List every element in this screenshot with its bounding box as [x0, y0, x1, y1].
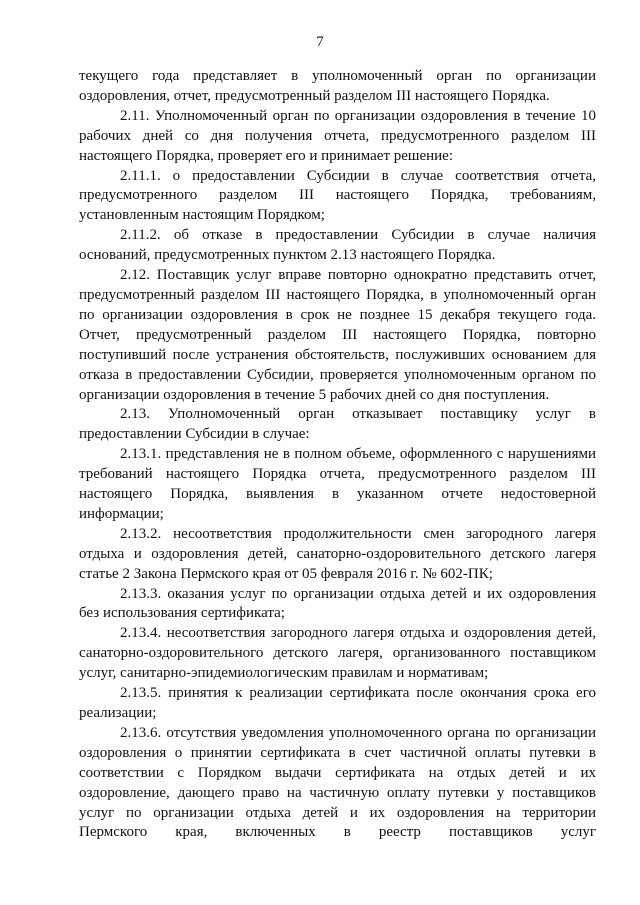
paragraph-2-13-1: 2.13.1. представления не в полном объеме, оформленного с нарушениями требований настоящего Порядка отчета, предусмотренного разделом III настоящего Порядка, выявления в указанном отчете недостоверной информации;: [79, 446, 596, 522]
paragraph-2-13-3: 2.13.3. оказания услуг по организации отдыха детей и их оздоровления без использования сертификата;: [79, 585, 596, 622]
paragraph-2-13-5: 2.13.5. принятия к реализации сертификата после окончания срока его реализации;: [79, 685, 596, 721]
paragraph-2-13-4: 2.13.4. несоответствия загородного лагеря отдыха и оздоровления детей, санаторно-оздоровительного детского лагеря, организованного поставщиком услуг, санитарно-эпидемиологическим правилам и нормативам;: [79, 625, 596, 682]
body-text: [79, 67, 596, 843]
paragraph-2-12: 2.12. Поставщик услуг вправе повторно однократно представить отчет, предусмотренный разделом III настоящего Порядка, в уполномоченный орган по организации оздоровления в срок не позднее 15 декабря текущего года. Отчет, предусмотренный разделом III настоящего Порядка, повторно поступивший после устранения обстоятельств, послуживших основанием для отказа в предоставлении Субсидии, проверяется уполномоченным органом по организации оздоровления в течение 5 рабочих дней со дня поступления.: [79, 267, 596, 403]
paragraph-2-13-2: 2.13.2. несоответствия продолжительности смен загородного лагеря отдыха и оздоровления детей, санаторно-оздоровительного детского лагеря статье 2 Закона Пермского края от 05 февраля 2016 г. № 602-ПК;: [79, 525, 596, 582]
paragraph-2-11-2: 2.11.2. об отказе в предоставлении Субсидии в случае наличия оснований, предусмотренных пунктом 2.13 настоящего Порядка.: [79, 227, 596, 264]
paragraph-continuation: текущего года представляет в уполномоченный орган по организации оздоровления, отчет, предусмотренный разделом III настоящего Порядка.: [79, 68, 596, 104]
page-number: 7: [316, 34, 324, 50]
paragraph-2-11: 2.11. Уполномоченный орган по организации оздоровления в течение 10 рабочих дней со дня получения отчета, предусмотренного разделом III настоящего Порядка, проверяет его и принимает решение:: [79, 107, 596, 164]
paragraph-2-13-6: 2.13.6. отсутствия уведомления уполномоченного органа по организации оздоровления о принятии сертификата в счет частичной оплаты путевки в соответствии с Порядком выдачи сертификата на отдых детей и их оздоровление, дающего право на частичную оплату путевки у поставщиков услуг по организации отдыха детей и их оздоровления на территории Пермского края, включенных в реестр поставщиков услуг: [79, 724, 596, 841]
paragraph-2-11-1: 2.11.1. о предоставлении Субсидии в случае соответствия отчета, предусмотренного разделом III настоящего Порядка, требованиям, установленным настоящим Порядком;: [79, 167, 596, 224]
paragraph-2-13: 2.13. Уполномоченный орган отказывает поставщику услуг в предоставлении Субсидии в случае:: [79, 406, 596, 443]
